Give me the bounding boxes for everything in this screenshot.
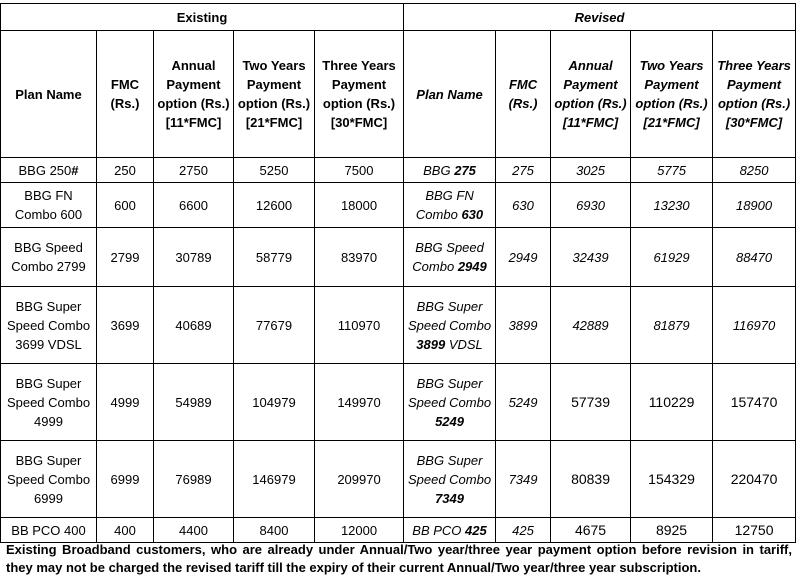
header-annual: Annual Payment option (Rs.) [11*FMC] [154, 31, 234, 158]
revised-annual: 4675 [551, 518, 631, 543]
header-annual-revised: Annual Payment option (Rs.) [11*FMC] [551, 31, 631, 158]
existing-three-years: 12000 [315, 518, 404, 543]
revised-fmc: 7349 [496, 441, 551, 518]
existing-plan-name: BBG 250# [1, 158, 97, 183]
revised-two-years: 13230 [631, 183, 713, 228]
existing-fmc: 3699 [97, 287, 154, 364]
revised-plan-name: BB PCO 425 [404, 518, 496, 543]
revised-three-years: 8250 [713, 158, 796, 183]
revised-three-years: 220470 [713, 441, 796, 518]
table-row [1, 158, 796, 183]
revised-two-years: 110229 [631, 364, 713, 441]
revised-two-years: 61929 [631, 228, 713, 287]
revised-fmc: 5249 [496, 364, 551, 441]
revised-fmc: 2949 [496, 228, 551, 287]
revised-annual: 32439 [551, 228, 631, 287]
revised-annual: 80839 [551, 441, 631, 518]
header-plan-name-revised: Plan Name [404, 31, 496, 158]
existing-fmc: 4999 [97, 364, 154, 441]
existing-annual: 2750 [154, 158, 234, 183]
revised-fmc: 3899 [496, 287, 551, 364]
table-row [1, 364, 796, 441]
group-revised: Revised [404, 4, 796, 31]
existing-two-years: 104979 [234, 364, 315, 441]
group-existing: Existing [1, 4, 404, 31]
table-row [1, 441, 796, 518]
group-header-row [1, 4, 796, 31]
existing-two-years: 58779 [234, 228, 315, 287]
header-three-years-revised: Three Years Payment option (Rs.) [30*FMC] [713, 31, 796, 158]
table-row [1, 228, 796, 287]
revised-plan-name: BBG Super Speed Combo 7349 [404, 441, 496, 518]
header-plan-name: Plan Name [1, 31, 97, 158]
revised-three-years: 18900 [713, 183, 796, 228]
revised-three-years: 12750 [713, 518, 796, 543]
existing-plan-name: BB PCO 400 [1, 518, 97, 543]
revised-plan-name: BBG FN Combo 630 [404, 183, 496, 228]
revised-fmc: 425 [496, 518, 551, 543]
existing-annual: 40689 [154, 287, 234, 364]
table-row [1, 518, 796, 543]
header-two-years-revised: Two Years Payment option (Rs.) [21*FMC] [631, 31, 713, 158]
header-three-years: Three Years Payment option (Rs.) [30*FMC] [315, 31, 404, 158]
existing-two-years: 12600 [234, 183, 315, 228]
revised-fmc: 275 [496, 158, 551, 183]
table-row [1, 183, 796, 228]
revised-annual: 3025 [551, 158, 631, 183]
revised-three-years: 157470 [713, 364, 796, 441]
existing-annual: 4400 [154, 518, 234, 543]
revised-two-years: 81879 [631, 287, 713, 364]
existing-three-years: 149970 [315, 364, 404, 441]
existing-three-years: 83970 [315, 228, 404, 287]
revised-annual: 57739 [551, 364, 631, 441]
revised-two-years: 154329 [631, 441, 713, 518]
existing-fmc: 600 [97, 183, 154, 228]
revised-plan-name: BBG Super Speed Combo 3899 VDSL [404, 287, 496, 364]
existing-annual: 76989 [154, 441, 234, 518]
existing-two-years: 146979 [234, 441, 315, 518]
revised-plan-name: BBG 275 [404, 158, 496, 183]
revised-two-years: 5775 [631, 158, 713, 183]
existing-plan-name: BBG Speed Combo 2799 [1, 228, 97, 287]
existing-three-years: 18000 [315, 183, 404, 228]
existing-two-years: 8400 [234, 518, 315, 543]
existing-two-years: 5250 [234, 158, 315, 183]
column-header-row [1, 31, 796, 158]
revised-fmc: 630 [496, 183, 551, 228]
existing-three-years: 110970 [315, 287, 404, 364]
revised-annual: 6930 [551, 183, 631, 228]
existing-fmc: 400 [97, 518, 154, 543]
existing-annual: 6600 [154, 183, 234, 228]
existing-plan-name: BBG Super Speed Combo 4999 [1, 364, 97, 441]
existing-plan-name: BBG FN Combo 600 [1, 183, 97, 228]
existing-fmc: 2799 [97, 228, 154, 287]
footnote: Existing Broadband customers, who are already under Annual/Two year/three year payment option before revision in tariff, they may not be charged the revised tariff till the expiry of their current Annual/Two year/three year subscription. [6, 542, 792, 575]
existing-two-years: 77679 [234, 287, 315, 364]
existing-fmc: 250 [97, 158, 154, 183]
existing-annual: 54989 [154, 364, 234, 441]
existing-plan-name: BBG Super Speed Combo 3699 VDSL [1, 287, 97, 364]
table-row [1, 287, 796, 364]
existing-plan-name: BBG Super Speed Combo 6999 [1, 441, 97, 518]
existing-three-years: 209970 [315, 441, 404, 518]
header-two-years: Two Years Payment option (Rs.) [21*FMC] [234, 31, 315, 158]
revised-three-years: 88470 [713, 228, 796, 287]
tariff-table [0, 3, 796, 543]
existing-annual: 30789 [154, 228, 234, 287]
revised-three-years: 116970 [713, 287, 796, 364]
revised-annual: 42889 [551, 287, 631, 364]
existing-fmc: 6999 [97, 441, 154, 518]
existing-three-years: 7500 [315, 158, 404, 183]
revised-plan-name: BBG Speed Combo 2949 [404, 228, 496, 287]
header-fmc: FMC (Rs.) [97, 31, 154, 158]
header-fmc-revised: FMC (Rs.) [496, 31, 551, 158]
revised-two-years: 8925 [631, 518, 713, 543]
revised-plan-name: BBG Super Speed Combo 5249 [404, 364, 496, 441]
